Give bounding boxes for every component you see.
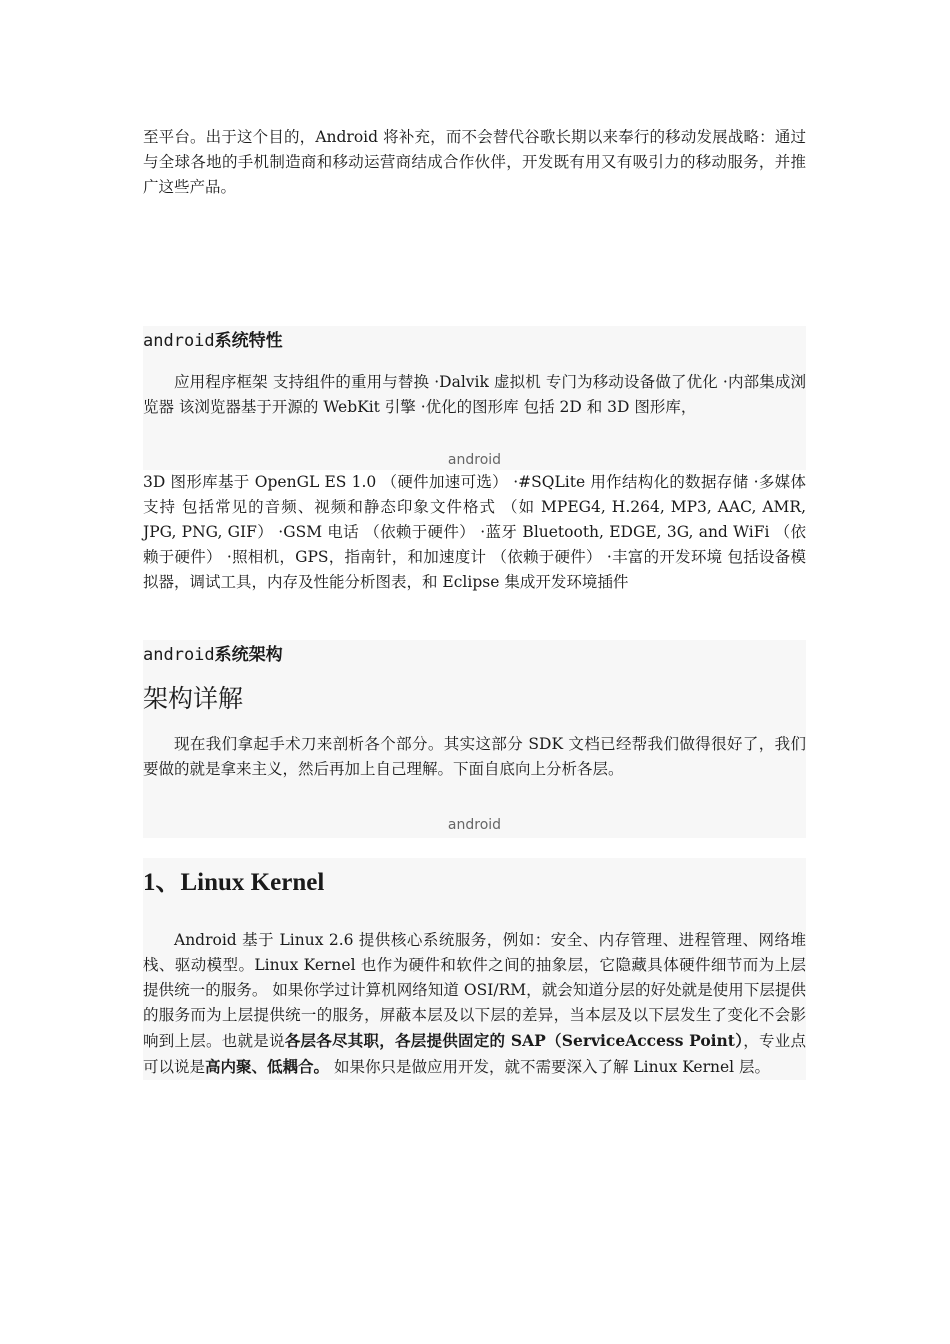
architecture-paragraph: 现在我们拿起手术刀来剖析各个部分。其实这部分 SDK 文档已经帮我们做得很好了，我们要做的就是拿来主义，然后再加上自己理解。下面自底向上分析各层。 — [143, 735, 806, 778]
kernel-text-b: ，专业点可以说是 — [143, 1032, 806, 1076]
features-title-prefix: android — [143, 331, 215, 351]
architecture-image-placeholder — [143, 782, 806, 838]
document-page — [143, 125, 806, 1080]
features-paragraph-1: 应用程序框架 支持组件的重用与替换 ·Dalvik 虚拟机 专门为移动设备做了优化 ·内部集成浏览器 该浏览器基于开源的 WebKit 引擎 ·优化的图形库 包括 2D 和 3D 图形库， — [143, 356, 806, 420]
kernel-text-a: Android 基于 Linux 2.6 提供核心系统服务，例如：安全、内存管理、进程管理、网络堆栈、驱动模型。Linux Kernel 也作为硬件和软件之间的抽象层，它隐藏具体硬件细节而为上层提供统一的服务。 如果你学过计算机网络知道 OSI/RM，就会知道分层的好处就是使用下层提供的服务而为上层提供统一的服务，屏蔽本层及以下层的差异，当本层及以下层发生了变化不会影响到上层。也就是说 — [143, 931, 806, 1050]
architecture-heading: 架构详解 — [143, 684, 244, 713]
features-image-placeholder — [143, 420, 806, 470]
architecture-section — [143, 640, 806, 838]
architecture-title-suffix: 系统架构 — [214, 645, 283, 665]
features-title-suffix: 系统特性 — [214, 331, 283, 351]
features-section-title — [143, 326, 806, 356]
architecture-title-prefix: android — [143, 645, 215, 665]
features-paragraph-2: 3D 图形库基于 OpenGL ES 1.0 （硬件加速可选） ·#SQLite 用作结构化的数据存储 ·多媒体支持 包括常见的音频、视频和静态印象文件格式 （如 MPEG4, H.264, MP3, AAC, AMR, JPG, PNG, GIF） ·GSM 电话 （依赖于硬件） ·蓝牙 Bluetooth, EDGE, 3G, and WiFi （依赖于硬件） ·照相机，GPS，指南针，和加速度计 （依赖于硬件） ·丰富的开发环境 包括设备模拟器，调试工具，内存及性能分析图表，和 Eclipse 集成开发环境插件 — [143, 473, 806, 591]
kernel-paragraph — [143, 928, 806, 1080]
kernel-heading: 1、Linux Kernel — [143, 869, 325, 896]
kernel-bold-sap: 各层各尽其职，各层提供固定的 SAP（ServiceAccess Point） — [284, 1031, 744, 1050]
architecture-image-label: android — [447, 817, 502, 833]
architecture-section-title — [143, 640, 806, 670]
kernel-section — [143, 858, 806, 1080]
features-image-label: android — [447, 452, 502, 468]
kernel-bold-cohesion: 高内聚、低耦合。 — [205, 1057, 330, 1076]
kernel-text-c: 如果你只是做应用开发，就不需要深入了解 Linux Kernel 层。 — [329, 1058, 771, 1076]
intro-paragraph: 至平台。出于这个目的，Android 将补充，而不会替代谷歌长期以来奉行的移动发展战略：通过与全球各地的手机制造商和移动运营商结成合作伙伴，开发既有用又有吸引力的移动服务，并推广这些产品。 — [143, 128, 806, 196]
